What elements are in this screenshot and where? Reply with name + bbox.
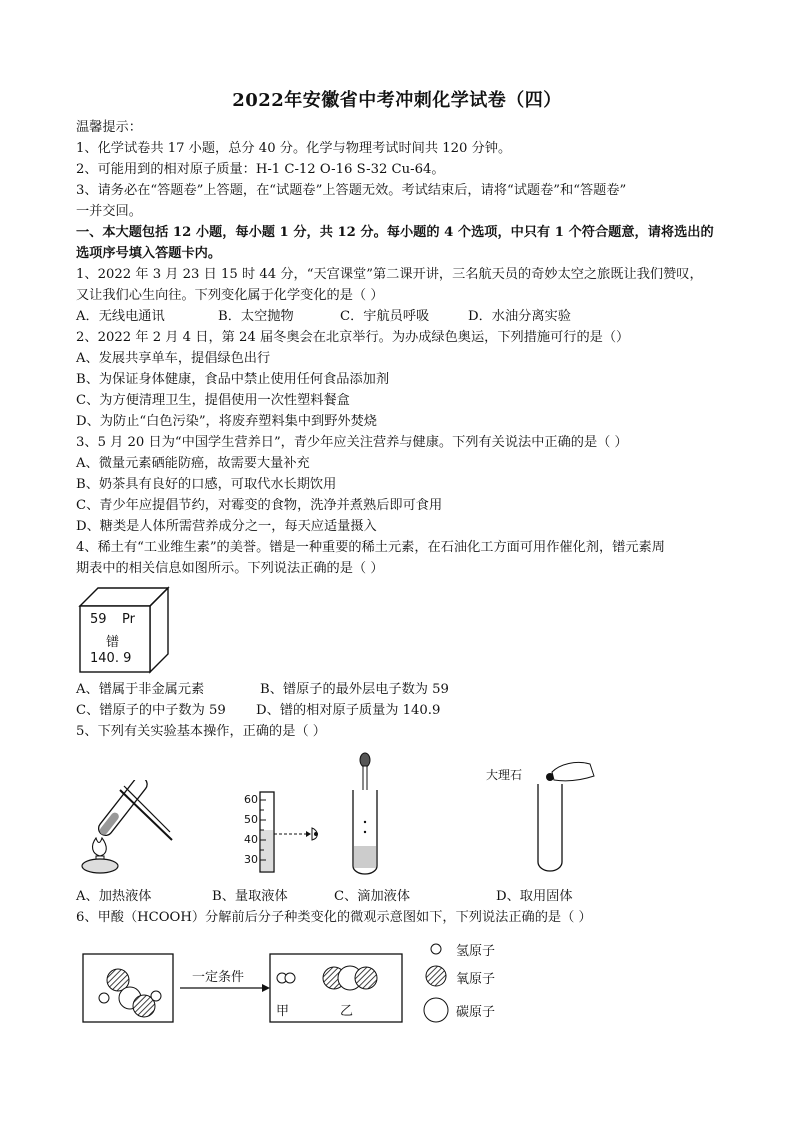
marble-label: 大理石 <box>486 768 523 782</box>
q1-option-a: A．无线电通讯 <box>76 309 165 324</box>
cylinder-tick: 40 <box>244 833 258 846</box>
q1-stem-cont: 又让我们心生向往。下列变化属于化学变化的是（ ） <box>76 288 384 303</box>
q4-option-a: A、镨属于非金属元素 <box>76 682 205 697</box>
q2-stem: 2、2022 年 2 月 4 日，第 24 届冬奥会在北京举行。为办成绿色奥运，下列措施可行的是（） <box>76 330 630 345</box>
tips-heading: 温馨提示： <box>76 120 142 135</box>
q6-stem: 6、甲酸（HCOOH）分解前后分子种类变化的微观示意图如下，下列说法正确的是（ ） <box>76 910 592 925</box>
element-name: 镨 <box>106 635 120 650</box>
q5-option-b: B、量取液体 <box>212 889 288 904</box>
exam-title: 2022年安徽省中考冲刺化学试卷（四） <box>232 90 562 111</box>
q5-option-c: C、滴加液体 <box>334 889 411 904</box>
q5-stem: 5、下列有关实验基本操作，正确的是（ ） <box>76 724 326 739</box>
q1-option-b: B．太空抛物 <box>218 309 294 324</box>
condition-label: 一定条件 <box>192 970 245 985</box>
q1-stem: 1、2022 年 3 月 23 日 15 时 44 分，“天宫课堂”第二课开讲，三名航天员的奇妙太空之旅既让我们赞叹， <box>76 267 703 282</box>
taking-solid-figure <box>528 758 598 874</box>
legend-carbon: 碳原子 <box>456 1005 496 1020</box>
q3-option-d: D、糖类是人体所需营养成分之一，每天应适量摄入 <box>76 519 377 534</box>
atom-legend <box>420 938 460 1028</box>
element-number: 59 <box>90 612 107 627</box>
q4-option-c: C、镨原子的中子数为 59 <box>76 703 226 718</box>
q5-option-d: D、取用固体 <box>496 889 573 904</box>
cylinder-tick: 50 <box>244 813 258 826</box>
cylinder-tick: 60 <box>244 793 258 806</box>
element-symbol: Pr <box>122 612 135 627</box>
q4-option-b: B、镨原子的最外层电子数为 59 <box>260 682 449 697</box>
tip-1: 1、化学试卷共 17 小题，总分 40 分。化学与物理考试时间共 120 分钟。 <box>76 141 512 156</box>
cylinder-tick: 30 <box>244 853 258 866</box>
section-heading-cont: 选项序号填入答题卡内。 <box>76 246 222 261</box>
reaction-diagram <box>82 946 412 1028</box>
q3-option-c: C、青少年应提倡节约，对霉变的食物，洗净并煮熟后即可食用 <box>76 498 443 513</box>
section-heading: 一、本大题包括 12 小题，每小题 1 分，共 12 分。每小题的 4 个选项，中只有 1 个符合题意，请将选出的 <box>76 225 714 240</box>
q3-option-b: B、奶茶具有良好的口感，可取代水长期饮用 <box>76 477 337 492</box>
q2-option-d: D、为防止“白色污染”，将废弃塑料集中到野外焚烧 <box>76 414 377 429</box>
q1-option-c: C．宇航员呼吸 <box>340 309 430 324</box>
product-jia-label: 甲 <box>276 1004 290 1019</box>
q2-option-c: C、为方便清理卫生，提倡使用一次性塑料餐盒 <box>76 393 350 408</box>
q4-stem-cont: 期表中的相关信息如图所示。下列说法正确的是（ ） <box>76 561 384 576</box>
carbon-atom-icon <box>424 998 448 1022</box>
hydrogen-atom-icon <box>431 944 441 954</box>
element-mass: 140. 9 <box>90 651 132 666</box>
q5-option-a: A、加热液体 <box>76 889 152 904</box>
heating-liquid-figure <box>76 780 176 876</box>
q3-stem: 3、5 月 20 日为“中国学生营养日”，青少年应关注营养与健康。下列有关说法中正确的是（ ） <box>76 435 628 450</box>
legend-hydrogen: 氢原子 <box>456 944 496 959</box>
q2-option-a: A、发展共享单车，提倡绿色出行 <box>76 351 271 366</box>
q3-option-a: A、微量元素硒能防癌，故需要大量补充 <box>76 456 310 471</box>
tip-3: 3、请务必在“答题卷”上答题，在“试题卷”上答题无效。考试结束后，请将“试题卷”和“答题卷” <box>76 183 627 198</box>
q4-option-d: D、镨的相对原子质量为 140.9 <box>256 703 441 718</box>
product-yi-label: 乙 <box>340 1004 354 1019</box>
q2-option-b: B、为保证身体健康，食品中禁止使用任何食品添加剂 <box>76 372 390 387</box>
q1-option-d: D．水油分离实验 <box>468 309 571 324</box>
dropper-figure <box>345 752 385 876</box>
tip-2: 2、可能用到的相对原子质量：H-1 C-12 O-16 S-32 Cu-64。 <box>76 162 445 177</box>
q4-stem: 4、稀土有“工业维生素”的美誉。镨是一种重要的稀土元素，在石油化工方面可用作催化剂，镨元素周 <box>76 540 665 555</box>
tip-3-cont: 一并交回。 <box>76 204 142 219</box>
legend-oxygen: 氧原子 <box>456 972 496 987</box>
oxygen-atom-icon <box>426 966 446 986</box>
